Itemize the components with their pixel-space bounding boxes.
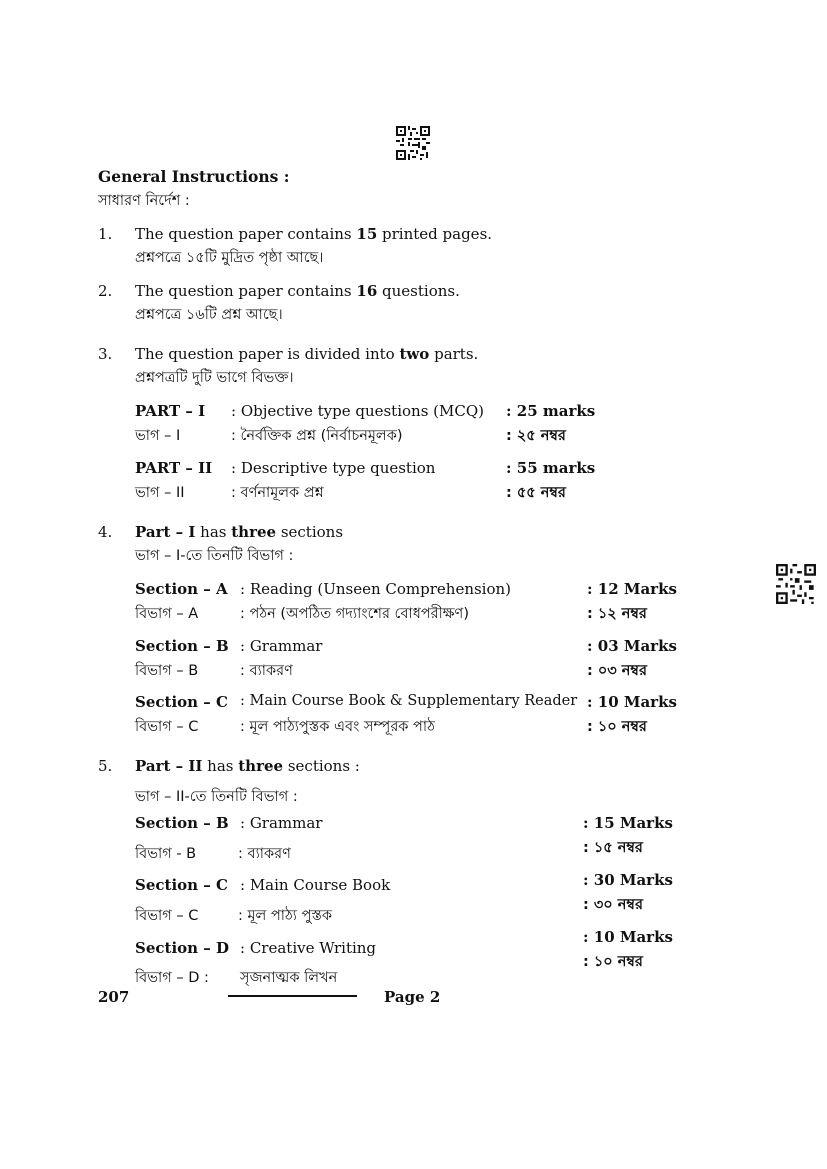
- section-marks: : 10 Marks: [583, 928, 673, 946]
- section-marks-bn: : ১০ নম্বর: [583, 954, 643, 970]
- item-text: [135, 523, 343, 541]
- item-text: [135, 282, 460, 300]
- section-marks: : 15 Marks: [583, 814, 673, 832]
- part-label-bn: ভাগ – II: [135, 485, 185, 501]
- item-number: 2.: [98, 282, 113, 300]
- section-label: Section – B: [135, 814, 229, 832]
- section-desc-bn: : ব্যাকরণ: [240, 663, 293, 679]
- item-text-emphasis: 15: [356, 225, 378, 243]
- general-instructions-heading: General Instructions :: [98, 167, 290, 186]
- section-label-bn: বিভাগ – C: [135, 908, 199, 924]
- section-label-bn: বিভাগ – B: [135, 663, 199, 679]
- part-label: PART – II: [135, 459, 213, 477]
- item-text: [135, 345, 478, 363]
- section-marks: : 03 Marks: [587, 637, 677, 655]
- section-label-bn: বিভাগ – D :: [135, 970, 209, 986]
- part-label: PART – I: [135, 402, 206, 420]
- item-number: 3.: [98, 345, 113, 363]
- item-text-part: parts.: [429, 345, 479, 363]
- section-desc: : Creative Writing: [240, 939, 377, 957]
- section-marks-bn: : ০৩ নম্বর: [587, 663, 647, 679]
- item-text-part: has: [195, 523, 232, 541]
- section-marks-bn: : ১৫ নম্বর: [583, 840, 643, 856]
- section-marks: : 12 Marks: [587, 580, 677, 598]
- item-number: 5.: [98, 757, 113, 775]
- item-text-emphasis: three: [238, 757, 284, 775]
- section-desc: : Main Course Book: [240, 876, 391, 894]
- item-number: 1.: [98, 225, 113, 243]
- section-label: Section – A: [135, 580, 228, 598]
- section-label: Section – C: [135, 693, 228, 711]
- section-desc-bn: : মূল পাঠ্যপুস্তক এবং সম্পূরক পাঠ: [240, 719, 435, 735]
- item-text-bn: প্রশ্নপত্রে ১৬টি প্রশ্ন আছে।: [135, 307, 283, 323]
- section-label-bn: বিভাগ – C: [135, 719, 199, 735]
- item-text-emphasis: Part – II: [135, 757, 203, 775]
- item-text-emphasis: Part – I: [135, 523, 196, 541]
- part-marks: : 25 marks: [506, 402, 596, 420]
- qr-code-side: [776, 564, 816, 604]
- section-desc-bn: : ব্যাকরণ: [238, 846, 291, 862]
- page-number: Page 2: [384, 988, 441, 1006]
- item-text-emphasis: three: [231, 523, 277, 541]
- section-desc: : Main Course Book & Supplementary Reader: [240, 693, 578, 709]
- item-text-bn: প্রশ্নপত্রটি দুটি ভাগে বিভক্ত।: [135, 370, 294, 386]
- part-label-bn: ভাগ – I: [135, 428, 181, 444]
- section-label-bn: বিভাগ - B: [135, 846, 197, 862]
- qr-code-top: [396, 126, 430, 160]
- item-text-part: printed pages.: [377, 225, 493, 243]
- section-label: Section – C: [135, 876, 228, 894]
- item-text-part: sections :: [283, 757, 360, 775]
- paper-code: 207: [98, 988, 130, 1006]
- item-text-part: The question paper contains: [135, 225, 357, 243]
- item-text: [135, 225, 492, 243]
- footer-rule: [228, 995, 357, 997]
- part-desc-bn: : বর্ণনামূলক প্রশ্ন: [231, 485, 324, 501]
- item-text-emphasis: 16: [356, 282, 378, 300]
- part-desc: : Objective type questions (MCQ): [231, 402, 485, 420]
- section-desc: : Reading (Unseen Comprehension): [240, 580, 512, 598]
- section-label: Section – B: [135, 637, 229, 655]
- section-marks: : 30 Marks: [583, 871, 673, 889]
- item-text-part: The question paper contains: [135, 282, 357, 300]
- part-marks-bn: : ৫৫ নম্বর: [506, 485, 566, 501]
- item-text-bn: প্রশ্নপত্রে ১৫টি মুদ্রিত পৃষ্ঠা আছে।: [135, 250, 324, 266]
- part-desc-bn: : নৈর্বক্তিক প্রশ্ন (নির্বাচনমূলক): [231, 428, 403, 444]
- item-number: 4.: [98, 523, 113, 541]
- section-desc-bn: : মূল পাঠ্য পুস্তক: [238, 908, 332, 924]
- item-text-part: questions.: [377, 282, 460, 300]
- item-text-emphasis: two: [399, 345, 430, 363]
- general-instructions-heading-bn: সাধারণ নির্দেশ :: [98, 193, 190, 209]
- part-marks-bn: : ২৫ নম্বর: [506, 428, 566, 444]
- section-desc-bn: সৃজনাত্মক লিখন: [240, 970, 338, 986]
- item-text-part: has: [202, 757, 239, 775]
- item-text-bn: ভাগ – II-তে তিনটি বিভাগ :: [135, 789, 298, 805]
- item-text-part: The question paper is divided into: [135, 345, 400, 363]
- section-desc: : Grammar: [240, 637, 323, 655]
- item-text: [135, 757, 360, 775]
- section-marks-bn: : ১০ নম্বর: [587, 719, 647, 735]
- section-marks-bn: : ৩০ নম্বর: [583, 897, 643, 913]
- item-text-part: sections: [276, 523, 344, 541]
- section-desc: : Grammar: [240, 814, 323, 832]
- part-marks: : 55 marks: [506, 459, 596, 477]
- section-label: Section – D: [135, 939, 229, 957]
- item-text-bn: ভাগ – I-তে তিনটি বিভাগ :: [135, 548, 294, 564]
- part-desc: : Descriptive type question: [231, 459, 436, 477]
- section-marks: : 10 Marks: [587, 693, 677, 711]
- section-label-bn: বিভাগ – A: [135, 606, 199, 622]
- section-desc-bn: : পঠন (অপঠিত গদ্যাংশের বোধপরীক্ষণ): [240, 606, 469, 622]
- section-marks-bn: : ১২ নম্বর: [587, 606, 647, 622]
